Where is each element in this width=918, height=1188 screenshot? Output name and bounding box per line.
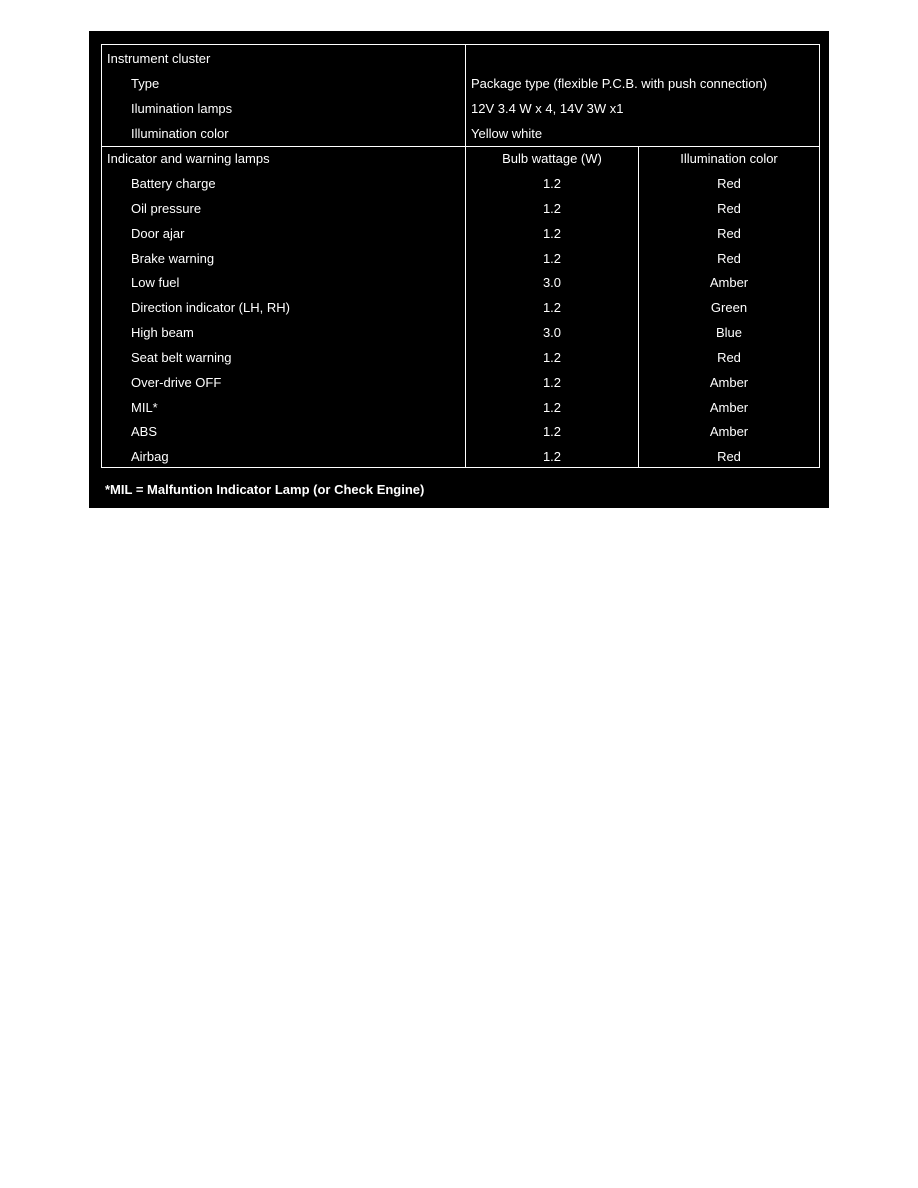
lamp-color: Red — [717, 176, 741, 191]
lamp-color: Green — [710, 300, 748, 315]
lamp-name: Seat belt warning — [131, 350, 232, 365]
lamp-color: Amber — [709, 400, 749, 415]
lamp-color: Amber — [709, 275, 749, 290]
lamp-wattage: 1.2 — [542, 176, 562, 191]
lamp-wattage: 1.2 — [542, 449, 562, 464]
lamp-name: Brake warning — [131, 251, 215, 266]
cluster-row-label: Ilumination lamps — [131, 101, 233, 116]
lamp-color: Amber — [709, 424, 749, 439]
lamp-wattage: 1.2 — [542, 424, 562, 439]
lamp-color: Red — [717, 449, 741, 464]
section-divider — [102, 146, 819, 147]
lamp-name: Over-drive OFF — [131, 375, 222, 390]
lamp-color: Blue — [715, 325, 743, 340]
lamp-wattage: 1.2 — [542, 300, 562, 315]
lamp-color: Red — [717, 350, 741, 365]
lamp-wattage: 1.2 — [542, 251, 562, 266]
footnote: *MIL = Malfuntion Indicator Lamp (or Check Engine) — [105, 482, 425, 497]
cluster-row-label: Type — [131, 76, 160, 91]
lamp-name: MIL* — [131, 400, 158, 415]
cluster-row-value: Yellow white — [471, 126, 543, 141]
lamp-wattage: 3.0 — [542, 275, 562, 290]
lamp-color: Red — [717, 251, 741, 266]
lamp-name: Airbag — [131, 449, 169, 464]
cluster-row-label: Illumination color — [131, 126, 229, 141]
cluster-row-value: Package type (flexible P.C.B. with push connection) — [471, 76, 768, 91]
spec-table — [101, 44, 820, 468]
lamp-name: Low fuel — [131, 275, 180, 290]
lamp-color: Red — [717, 226, 741, 241]
lamp-name: Oil pressure — [131, 201, 202, 216]
spec-panel — [89, 31, 829, 508]
cluster-row-value: 12V 3.4 W x 4, 14V 3W x1 — [471, 101, 624, 116]
lamp-wattage: 1.2 — [542, 226, 562, 241]
instrument-cluster-header: Instrument cluster — [107, 51, 211, 66]
lamp-name: Door ajar — [131, 226, 185, 241]
lamp-color: Amber — [709, 375, 749, 390]
lamp-wattage: 3.0 — [542, 325, 562, 340]
lamp-name: Direction indicator (LH, RH) — [131, 300, 290, 315]
color-column-header: Illumination color — [680, 151, 778, 166]
wattage-column-header: Bulb wattage (W) — [502, 151, 602, 166]
indicator-lamps-header: Indicator and warning lamps — [107, 151, 270, 166]
lamp-wattage: 1.2 — [542, 375, 562, 390]
lamp-name: High beam — [131, 325, 194, 340]
lamp-name: ABS — [131, 424, 158, 439]
lamp-name: Battery charge — [131, 176, 216, 191]
lamp-color: Red — [717, 201, 741, 216]
lamp-wattage: 1.2 — [542, 201, 562, 216]
lamp-wattage: 1.2 — [542, 350, 562, 365]
lamp-wattage: 1.2 — [542, 400, 562, 415]
